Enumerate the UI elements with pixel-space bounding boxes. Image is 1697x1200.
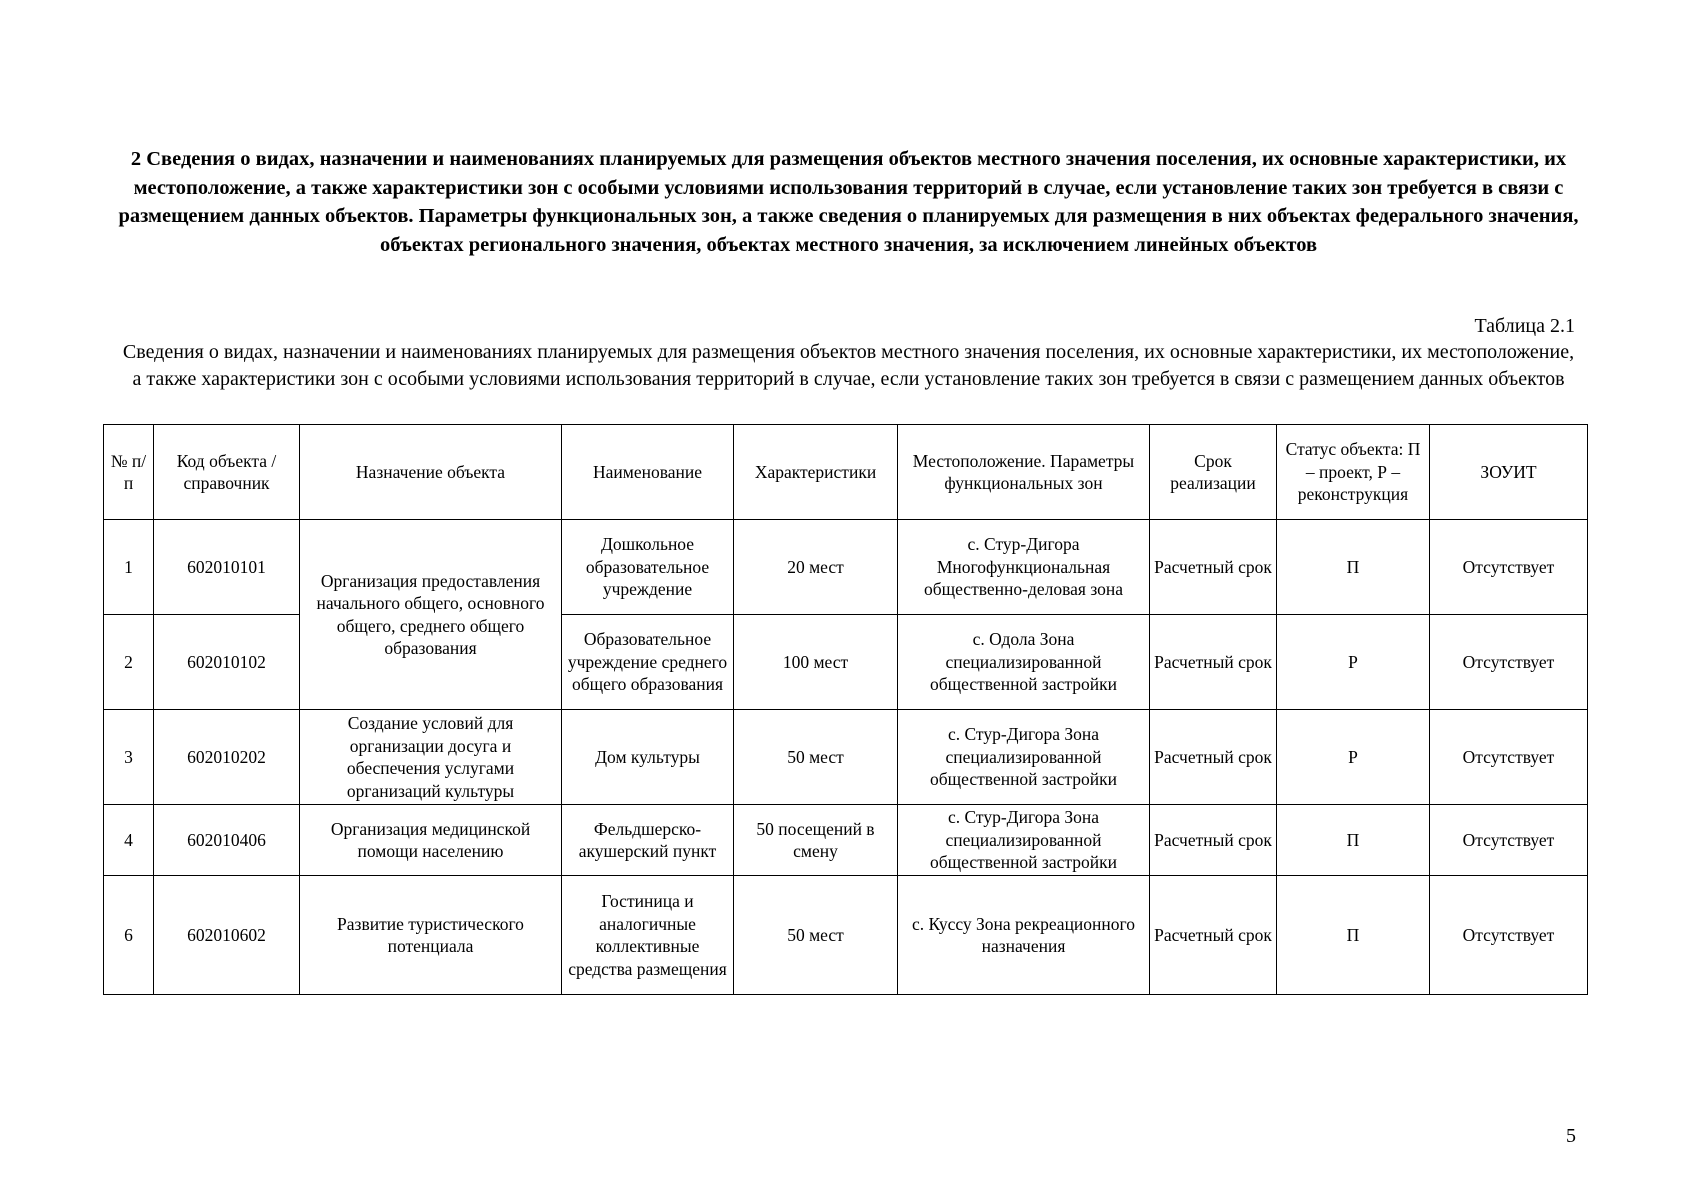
cell-characteristics: 50 мест <box>734 710 898 805</box>
cell-status: Р <box>1277 615 1430 710</box>
cell-term: Расчетный срок <box>1150 876 1277 995</box>
table-row <box>104 710 1588 805</box>
objects-table <box>103 424 1588 995</box>
header-cell-code: Код объекта / справочник <box>154 425 300 520</box>
cell-zouit: Отсутствует <box>1430 615 1588 710</box>
cell-zouit: Отсутствует <box>1430 710 1588 805</box>
cell-characteristics: 100 мест <box>734 615 898 710</box>
table-row <box>104 805 1588 876</box>
cell-num: 6 <box>104 876 154 995</box>
cell-code: 602010101 <box>154 520 300 615</box>
cell-location: с. Стур-Дигора Зона специализированной общественной застройки <box>898 805 1150 876</box>
cell-zouit: Отсутствует <box>1430 520 1588 615</box>
cell-num: 2 <box>104 615 154 710</box>
cell-num: 1 <box>104 520 154 615</box>
header-cell-name: Наименование <box>562 425 734 520</box>
cell-purpose: Организация медицинской помощи населению <box>300 805 562 876</box>
table-row <box>104 876 1588 995</box>
table-caption: Сведения о видах, назначении и наименованиях планируемых для размещения объектов местного значения поселения, их основные характеристики, их местоположение, а также характеристики зон с особыми условиями использования территорий в случае, если установление таких зон требуется в связи с размещением данных объектов <box>122 341 1575 390</box>
cell-code: 602010202 <box>154 710 300 805</box>
header-cell-characteristics: Характеристики <box>734 425 898 520</box>
table-number: Таблица 2.1 <box>1474 315 1575 337</box>
section-heading: 2 Сведения о видах, назначении и наименованиях планируемых для размещения объектов местного значения поселения, их основные характеристики, их местоположение, а также характеристики зон с особыми условиями использования территорий в случае, если установление таких зон требуется в связи с размещением данных объектов. Параметры функциональных зон, а также сведения о планируемых для размещения в них объектах федерального значения, объектах регионального значения, объектах местного значения, за исключением линейных объектов <box>118 148 1579 256</box>
header-cell-term: Срок реализации <box>1150 425 1277 520</box>
page-number: 5 <box>1566 1125 1576 1147</box>
header-cell-purpose: Назначение объекта <box>300 425 562 520</box>
cell-purpose: Развитие туристического потенциала <box>300 876 562 995</box>
cell-purpose: Организация предоставления начального общего, основного общего, среднего общего образования <box>300 520 562 710</box>
cell-status: П <box>1277 520 1430 615</box>
cell-name: Фельдшерско-акушерский пункт <box>562 805 734 876</box>
table-row <box>104 520 1588 615</box>
cell-name: Гостиница и аналогичные коллективные средства размещения <box>562 876 734 995</box>
table-header-row <box>104 425 1588 520</box>
cell-num: 3 <box>104 710 154 805</box>
cell-zouit: Отсутствует <box>1430 876 1588 995</box>
header-cell-num: № п/п <box>104 425 154 520</box>
cell-term: Расчетный срок <box>1150 615 1277 710</box>
cell-name: Дом культуры <box>562 710 734 805</box>
cell-term: Расчетный срок <box>1150 710 1277 805</box>
cell-name: Дошкольное образовательное учреждение <box>562 520 734 615</box>
cell-zouit: Отсутствует <box>1430 805 1588 876</box>
cell-code: 602010102 <box>154 615 300 710</box>
cell-characteristics: 50 посещений в смену <box>734 805 898 876</box>
cell-characteristics: 20 мест <box>734 520 898 615</box>
cell-status: П <box>1277 805 1430 876</box>
cell-code: 602010406 <box>154 805 300 876</box>
cell-name: Образовательное учреждение среднего общего образования <box>562 615 734 710</box>
cell-term: Расчетный срок <box>1150 520 1277 615</box>
cell-status: Р <box>1277 710 1430 805</box>
cell-num: 4 <box>104 805 154 876</box>
cell-status: П <box>1277 876 1430 995</box>
header-cell-location: Местоположение. Параметры функциональных зон <box>898 425 1150 520</box>
cell-code: 602010602 <box>154 876 300 995</box>
cell-location: с. Стур-Дигора Многофункциональная общественно-деловая зона <box>898 520 1150 615</box>
cell-location: с. Одола Зона специализированной общественной застройки <box>898 615 1150 710</box>
cell-term: Расчетный срок <box>1150 805 1277 876</box>
cell-location: с. Стур-Дигора Зона специализированной общественной застройки <box>898 710 1150 805</box>
cell-purpose: Создание условий для организации досуга и обеспечения услугами организаций культуры <box>300 710 562 805</box>
header-cell-status: Статус объекта: П – проект, Р – реконструкция <box>1277 425 1430 520</box>
cell-characteristics: 50 мест <box>734 876 898 995</box>
cell-location: с. Куссу Зона рекреационного назначения <box>898 876 1150 995</box>
header-cell-zouit: ЗОУИТ <box>1430 425 1588 520</box>
